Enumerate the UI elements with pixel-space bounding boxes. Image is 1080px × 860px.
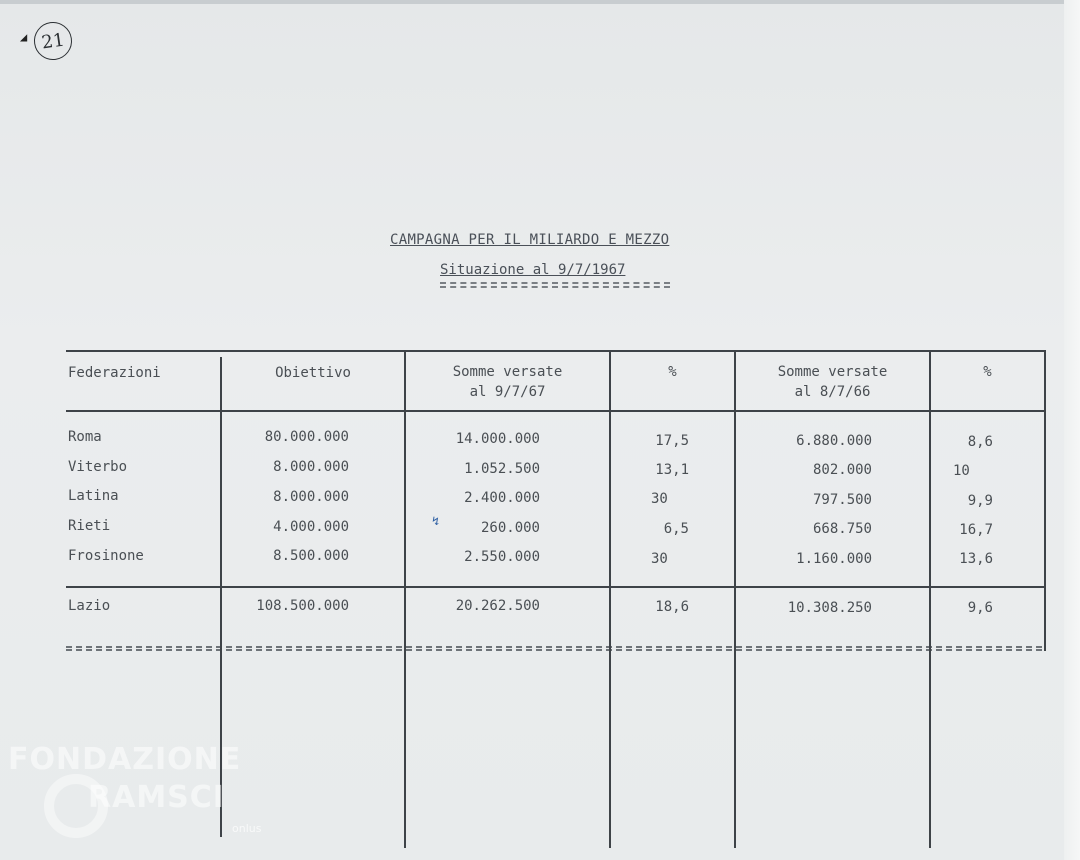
row-frosinone-obiettivo: 8.500.000 [273, 548, 349, 564]
row-frosinone-pct-67: 30 [651, 551, 668, 567]
row-roma-pct-67: 17,5 [655, 433, 689, 449]
page-number-circle: 21 [32, 20, 75, 63]
header-obiettivo: Obiettivo [275, 365, 351, 381]
total-obiettivo: 108.500.000 [256, 598, 349, 614]
row-latina-federazione: Latina [68, 488, 119, 504]
row-rieti-pct-67: 6,5 [663, 521, 689, 537]
row-latina-versate-67: 2.400.000 [464, 490, 540, 506]
row-frosinone-versate-66: 1.160.000 [796, 551, 872, 567]
table-top-rule [66, 350, 1046, 352]
row-frosinone-federazione: Frosinone [68, 548, 144, 564]
header-versate-66-line2: al 8/7/66 [794, 384, 871, 400]
row-roma-obiettivo: 80.000.000 [264, 429, 349, 445]
row-rieti-versate-66: 668.750 [812, 521, 872, 537]
watermark-line3: onlus [232, 822, 262, 835]
row-roma-versate-67: 14.000.000 [455, 431, 540, 447]
row-rieti-obiettivo: 4.000.000 [273, 519, 349, 535]
header-pct-66: % [983, 364, 992, 380]
row-latina-pct-67: 30 [651, 491, 668, 507]
row-viterbo-obiettivo: 8.000.000 [273, 459, 349, 475]
document-subtitle: Situazione al 9/7/1967 [440, 262, 626, 278]
row-rieti-versate-67: 260.000 [480, 520, 540, 536]
row-viterbo-versate-67: 1.052.500 [464, 461, 540, 477]
header-bottom-rule [66, 410, 1046, 412]
row-latina-versate-66: 797.500 [812, 492, 872, 508]
total-bottom-double-rule [66, 646, 1042, 651]
row-viterbo-pct-66: 10 [953, 463, 970, 479]
total-pct-67: 18,6 [655, 599, 689, 615]
header-versate-66-line1: Somme versate [777, 364, 888, 380]
total-federazione: Lazio [68, 598, 111, 614]
watermark-line2: RAMSCI [88, 780, 225, 815]
row-latina-obiettivo: 8.000.000 [273, 489, 349, 505]
total-versate-66: 10.308.250 [787, 600, 872, 616]
ink-check-mark: ↯ [432, 514, 440, 528]
total-pct-66: 9,6 [967, 600, 993, 616]
row-viterbo-federazione: Viterbo [68, 459, 128, 475]
scan-top-edge [0, 0, 1080, 4]
total-top-rule [66, 586, 1046, 588]
row-rieti-pct-66: 16,7 [959, 522, 993, 538]
tick-mark: ◢ [20, 30, 28, 44]
watermark-line1: FONDAZIONE [8, 742, 242, 777]
row-rieti-federazione: Rieti [68, 518, 111, 534]
row-latina-pct-66: 9,9 [967, 493, 993, 509]
subtitle-double-rule [440, 282, 670, 288]
header-versate-67-line1: Somme versate [452, 364, 563, 380]
row-roma-versate-66: 6.880.000 [796, 433, 872, 449]
column-divider-6 [1044, 351, 1046, 651]
header-versate-67-line2: al 9/7/67 [469, 384, 546, 400]
header-federazioni: Federazioni [68, 365, 161, 381]
row-frosinone-versate-67: 2.550.000 [464, 549, 540, 565]
row-roma-federazione: Roma [68, 429, 102, 445]
row-roma-pct-66: 8,6 [967, 434, 993, 450]
document-title: CAMPAGNA PER IL MILIARDO E MEZZO [390, 232, 670, 248]
row-viterbo-versate-66: 802.000 [812, 462, 872, 478]
total-versate-67: 20.262.500 [455, 598, 540, 614]
row-frosinone-pct-66: 13,6 [959, 551, 993, 567]
scan-right-edge [1064, 0, 1080, 860]
header-pct-67: % [668, 364, 677, 380]
row-viterbo-pct-67: 13,1 [655, 462, 689, 478]
